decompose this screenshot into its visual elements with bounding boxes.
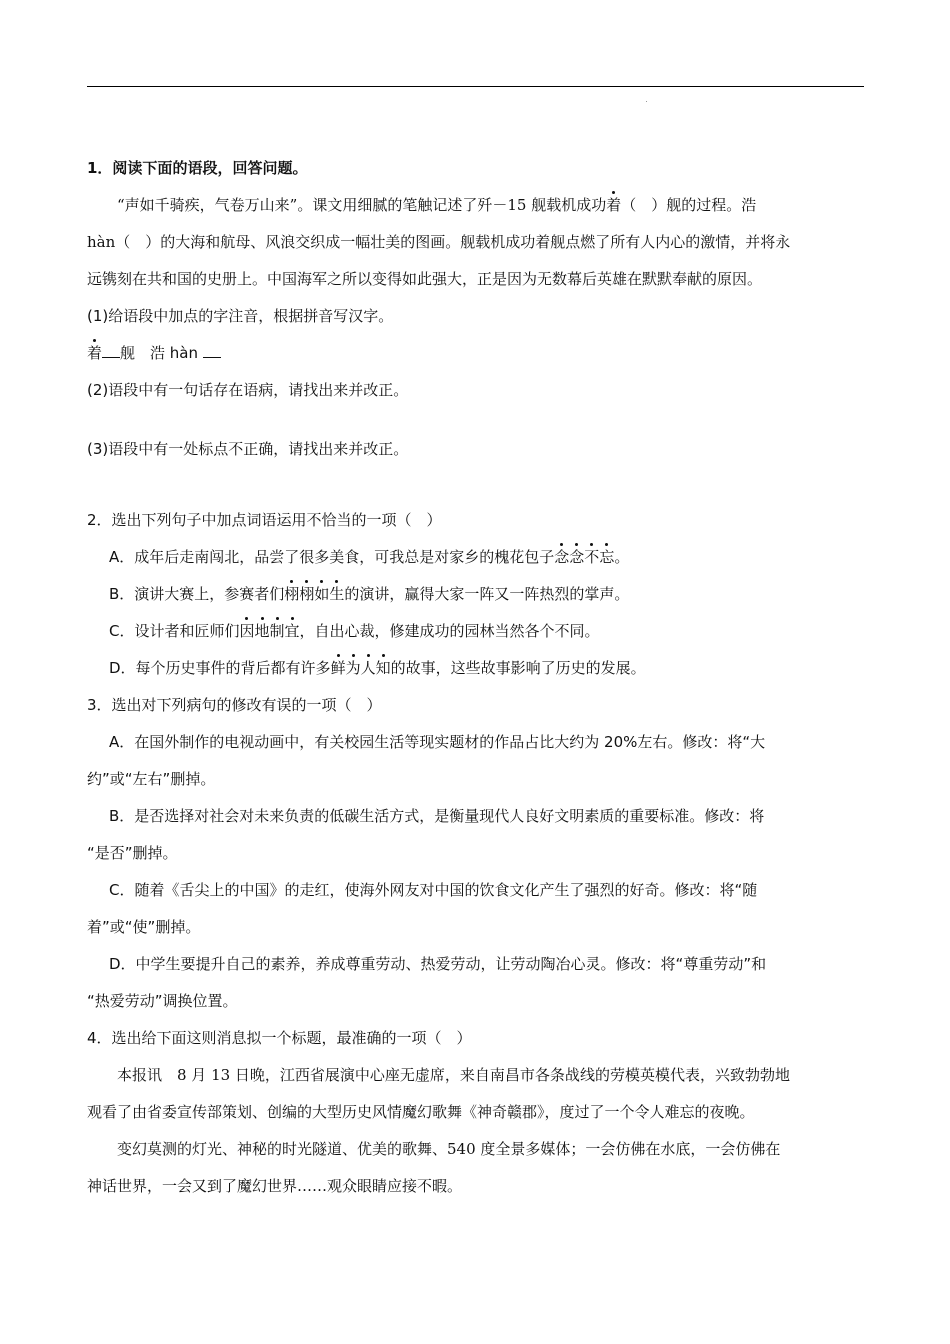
dotted-char: 因: [239, 613, 254, 650]
dotted-char: 生: [329, 576, 344, 613]
exam-content: [87, 150, 865, 1205]
dotted-char: 地: [255, 613, 270, 650]
q3-option-b-line1: B．是否选择对社会对未来负责的低碳生活方式，是衡量现代人良好文明素质的重要标准。修改：将: [109, 807, 765, 825]
dotted-char: 鲜: [331, 650, 346, 687]
q3-option-c-line1: C．随着《舌尖上的中国》的走红，使海外网友对中国的饮食文化产生了强烈的好奇。修改：将“随: [109, 881, 758, 899]
q1-heading: 1．阅读下面的语段，回答问题。: [87, 159, 308, 177]
dotted-char: 念: [554, 539, 569, 576]
q2-d-post: 的故事，这些故事影响了历史的发展。: [390, 659, 646, 677]
q1-passage-line1-a: “声如千骑疾，气卷万山来”。课文用细腻的笔触记述了歼－15 舰载机成功: [117, 196, 607, 214]
q1-sub1: (1)给语段中加点的字注音，根据拼音写汉字。: [87, 307, 394, 325]
answer-blank: [203, 343, 221, 358]
scan-speck: [646, 101, 647, 102]
q4-news-p1-line2: 观看了由省委宣传部策划、创编的大型历史风情魔幻歌舞《神奇赣郡》，度过了一个令人难忘的夜晚。: [87, 1103, 755, 1121]
q2-heading: 2．选出下列句子中加点词语运用不恰当的一项（ ）: [87, 511, 442, 529]
q4-news-p2-line1: 变幻莫测的灯光、神秘的时光隧道、优美的歌舞、540 度全景多媒体；一会仿佛在水底，一会仿佛在: [117, 1140, 781, 1158]
answer-blank: [102, 343, 120, 358]
header-rule: [87, 86, 864, 87]
q2-d-pre: D．每个历史事件的背后都有许多: [109, 659, 331, 677]
dotted-char: 念: [569, 539, 584, 576]
dotted-char: 不: [584, 539, 599, 576]
q3-option-a-line1: A．在国外制作的电视动画中，有关校园生活等现实题材的作品占比大约为 20%左右。修改：将“大: [109, 733, 766, 751]
dotted-char: 栩: [284, 576, 299, 613]
q2-option-c: [87, 613, 865, 650]
q4-news-p1-line1: 本报讯 8 月 13 日晚，江西省展演中心座无虚席，来自南昌市各条战线的劳模英模代表，兴致勃勃地: [117, 1066, 790, 1084]
q1-passage-line1: [87, 187, 865, 224]
dotted-char: 为: [346, 650, 361, 687]
q2-b-pre: B．演讲大赛上，参赛者们: [109, 585, 285, 603]
q2-c-post: ，自出心裁，修建成功的园林当然各个不同。: [299, 622, 600, 640]
q2-a-post: 。: [614, 548, 630, 566]
q3-option-a-line2: 约”或“左右”删掉。: [87, 770, 216, 788]
q2-c-pre: C．设计者和匠师们: [109, 622, 240, 640]
q1-passage-line1-b: （ ）舰的过程。浩: [621, 196, 757, 214]
q2-b-post: 的演讲，赢得大家一阵又一阵热烈的掌声。: [344, 585, 630, 603]
q1-passage-line3: 远镌刻在共和国的史册上。中国海军之所以变得如此强大，正是因为无数幕后英雄在默默奉献的原因。: [87, 270, 763, 288]
q4-news-p2-line2: 神话世界，一会又到了魔幻世界……观众眼睛应接不暇。: [87, 1177, 463, 1195]
dotted-char: 栩: [299, 576, 314, 613]
q2-option-d: [87, 650, 865, 687]
q1-passage-line2: hàn（ ）的大海和航母、风浪交织成一幅壮美的图画。舰载机成功着舰点燃了所有人内心的激情，并将永: [87, 233, 791, 251]
q3-option-d-line1: D．中学生要提升自己的素养，养成尊重劳动、热爱劳动，让劳动陶冶心灵。修改：将“尊重劳动”和: [109, 955, 767, 973]
q1-sub3: (3)语段中有一处标点不正确，请找出来并改正。: [87, 440, 409, 458]
q1-dotted-char: 着: [606, 187, 621, 224]
q1-sub1-answer-text: 舰 浩 hàn: [120, 344, 198, 362]
q3-option-d-line2: “热爱劳动”调换位置。: [87, 992, 238, 1010]
dotted-char: 如: [314, 576, 329, 613]
q2-option-b: [87, 576, 865, 613]
q3-heading: 3．选出对下列病句的修改有误的一项（ ）: [87, 696, 382, 714]
dotted-char: 知: [376, 650, 391, 687]
q2-a-pre: A．成年后走南闯北，品尝了很多美食，可我总是对家乡的槐花包子: [109, 548, 555, 566]
q4-heading: 4．选出给下面这则消息拟一个标题，最准确的一项（ ）: [87, 1029, 472, 1047]
q3-option-b-line2: “是否”删掉。: [87, 844, 178, 862]
dotted-char: 忘: [599, 539, 614, 576]
q1-sub1-dotted-char: 着: [87, 335, 102, 372]
q1-sub2: (2)语段中有一句话存在语病，请找出来并改正。: [87, 381, 409, 399]
q1-sub1-answer: [87, 335, 865, 372]
q2-option-a: [87, 539, 865, 576]
q3-option-c-line2: 着”或“使”删掉。: [87, 918, 201, 936]
dotted-char: 人: [361, 650, 376, 687]
dotted-char: 制: [270, 613, 285, 650]
dotted-char: 宜: [285, 613, 300, 650]
